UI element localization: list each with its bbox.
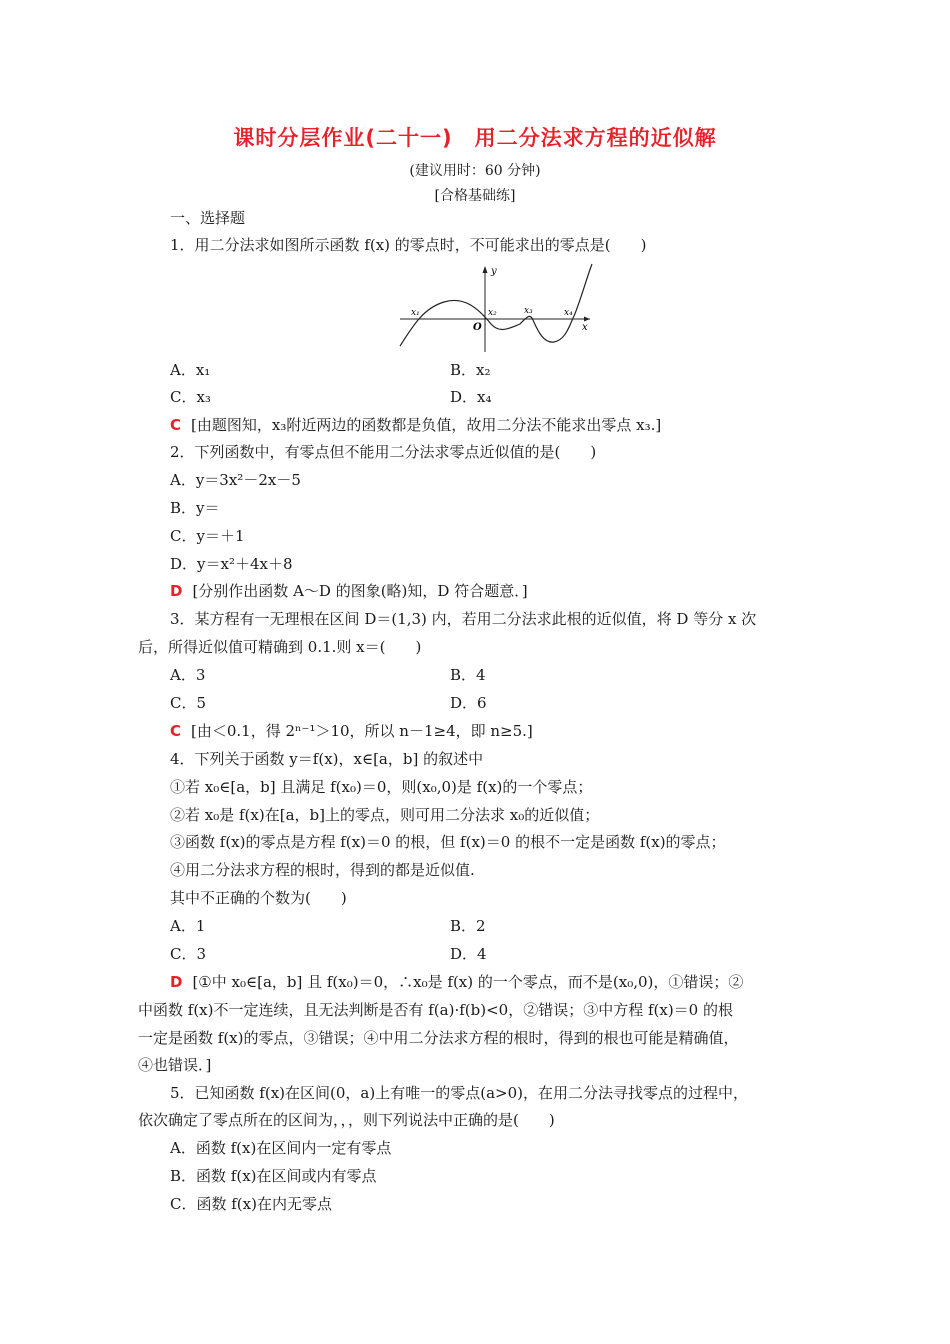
page-title: 课时分层作业(二十一) 用二分法求方程的近似解	[233, 126, 717, 150]
q4-item-2: ②若 x₀是 f(x)在[a，b]上的零点，则可用二分法求 x₀的近似值；	[170, 806, 600, 824]
q4-stem: 4．下列关于函数 y＝f(x)，x∈[a，b] 的叙述中	[170, 750, 484, 768]
q4-explanation-line-1: [①中 x₀∈[a，b] 且 f(x₀)＝0，∴x₀是 f(x) 的一个零点，而不是(x₀,0)，①错误；②	[192, 973, 744, 991]
q1-answer	[170, 415, 661, 435]
q3-option-c: C．5	[170, 694, 207, 712]
x3-label: x₃	[524, 306, 533, 316]
y-label: y	[491, 266, 497, 277]
q4-explanation-line-2: 中函数 f(x)不一定连续，且无法判断是否有 f(a)·f(b)<0，②错误；③中方程 f(x)＝0 的根	[138, 1001, 733, 1019]
q3-option-b: B．4	[450, 666, 486, 684]
q5-stem-line-2: 依次确定了零点所在的区间为，，，则下列说法中正确的是( )	[138, 1111, 555, 1129]
q4-explanation-line-3: 一定是函数 f(x)的零点，③错误；④中用二分法求方程的根时，得到的根也可能是精确值，	[138, 1029, 739, 1047]
q1-option-d: D．x₄	[450, 388, 492, 406]
q3-answer-letter: C	[170, 722, 182, 740]
q3-stem-line-2: 后，所得近似值可精确到 0.1.则 x＝( )	[138, 638, 422, 656]
q4-item-4: ④用二分法求方程的根时，得到的都是近似值.	[170, 861, 475, 879]
x2-label: x₂	[488, 308, 497, 318]
q5-stem-line-1: 5．已知函数 f(x)在区间(0，a)上有唯一的零点(a>0)，在用二分法寻找零点的过程中，	[170, 1084, 748, 1102]
x-axis-arrow-icon	[584, 317, 590, 322]
level-label: [合格基础练]	[434, 188, 516, 204]
q3-stem-line-1: 3．某方程有一无理根在区间 D＝(1,3) 内，若用二分法求此根的近似值，将 D 等分 x 次	[170, 610, 757, 628]
x4-label: x₄	[564, 308, 573, 318]
q4-option-b: B．2	[450, 917, 486, 935]
q2-option-d: D．y＝x²＋4x＋8	[170, 555, 293, 573]
x-label: x	[582, 322, 588, 333]
q1-answer-letter: C	[170, 416, 182, 434]
q2-option-a: A．y＝3x²－2x－5	[170, 471, 301, 489]
q2-option-c: C．y＝＋1	[170, 527, 245, 545]
section-heading: 一、选择题	[170, 209, 246, 227]
q4-option-d: D．4	[450, 945, 487, 963]
q3-option-a: A．3	[170, 666, 206, 684]
q4-explanation-line-4: ④也错误．]	[138, 1056, 212, 1074]
q1-option-b: B．x₂	[450, 361, 491, 379]
q4-option-a: A．1	[170, 917, 206, 935]
q5-option-a: A．函数 f(x)在区间内一定有零点	[170, 1139, 392, 1157]
time-hint: (建议用时：60 分钟)	[409, 163, 541, 179]
q1-option-c: C．x₃	[170, 388, 211, 406]
q3-answer	[170, 721, 533, 741]
q4-item-3: ③函数 f(x)的零点是方程 f(x)＝0 的根，但 f(x)＝0 的根不一定是函数 f(x)的零点；	[170, 833, 726, 851]
q4-answer	[170, 972, 743, 992]
q5-option-b: B．函数 f(x)在区间或内有零点	[170, 1167, 377, 1185]
x1-label: x₁	[411, 308, 420, 318]
q2-explanation: [分别作出函数 A～D 的图象(略)知，D 符合题意．]	[192, 582, 528, 600]
q2-answer-letter: D	[170, 582, 183, 600]
q3-explanation: [由＜0.1，得 2ⁿ⁻¹＞10，所以 n－1≥4，即 n≥5.]	[191, 722, 533, 740]
q1-stem: 1．用二分法求如图所示函数 f(x) 的零点时，不可能求出的零点是( )	[170, 236, 647, 254]
q1-option-a: A．x₁	[170, 361, 211, 379]
origin-label: O	[473, 322, 482, 333]
q4-answer-letter: D	[170, 973, 183, 991]
q4-item-1: ①若 x₀∈[a，b] 且满足 f(x₀)＝0，则(x₀,0)是 f(x)的一个零点；	[170, 778, 593, 796]
q2-answer	[170, 581, 528, 601]
q1-explanation: [由题图知，x₃附近两边的函数都是负值，故用二分法不能求出零点 x₃.]	[191, 416, 662, 434]
q3-option-d: D．6	[450, 694, 487, 712]
y-axis-arrow-icon	[483, 266, 488, 273]
q4-option-c: C．3	[170, 945, 207, 963]
q5-option-c: C．函数 f(x)在内无零点	[170, 1195, 332, 1213]
q4-question: 其中不正确的个数为( )	[170, 889, 347, 907]
q2-stem: 2．下列函数中，有零点但不能用二分法求零点近似值的是( )	[170, 443, 597, 461]
q2-option-b: B．y＝	[170, 499, 220, 517]
q1-function-graph	[396, 262, 596, 354]
